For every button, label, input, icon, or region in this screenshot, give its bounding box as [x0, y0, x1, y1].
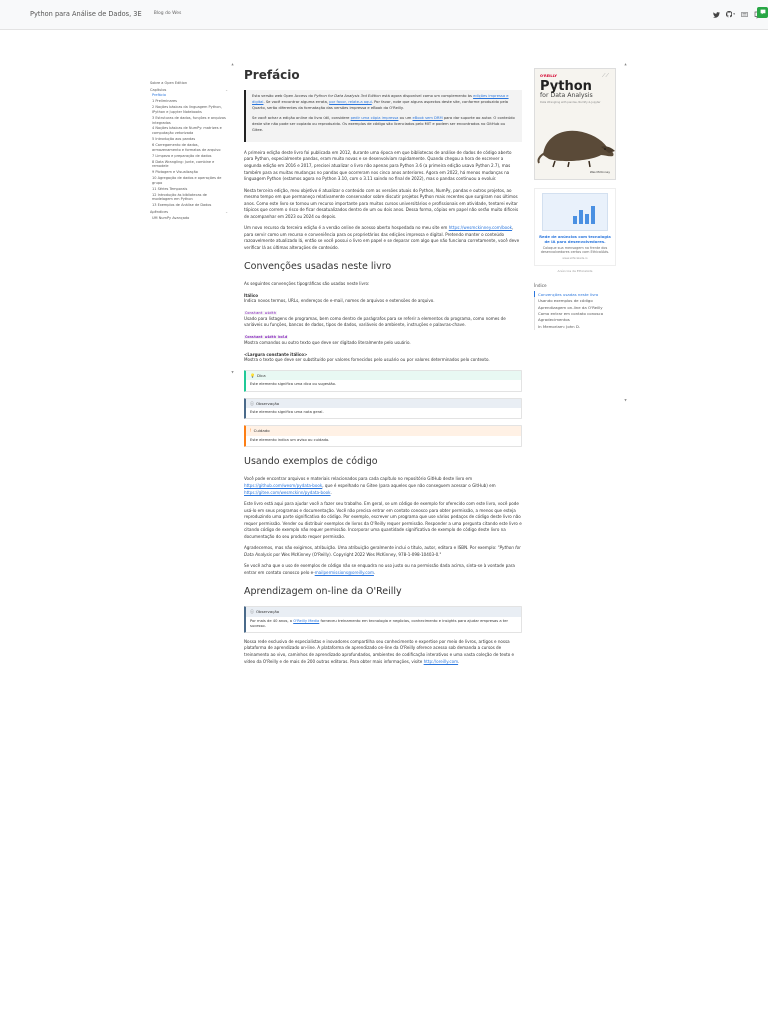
text: Se você achar a edição online do livro útil, considere — [252, 116, 351, 121]
text: , para servir como um recurso e conveniência para os proprietários das edições impressa e digital. Pretendo manter o conteúdo razoavelmente atualizado lá, então se você possui o livro em papel e se deparar com algo que não funciona corretamente, você deve verificar lá as últimas alterações de conteúdo. — [244, 225, 520, 251]
note-callout — [244, 606, 522, 633]
blog-link[interactable]: Blog do Wes — [153, 11, 182, 17]
ethical-ad[interactable] — [534, 188, 616, 266]
order-print-link[interactable]: pedir uma cópia impressa — [350, 116, 399, 121]
permissions-email-link[interactable]: mailpermissions@oreilly.com — [314, 570, 374, 576]
term-description: Indica novos termos, URLs, endereços de e-mail, nomes de arquivos e extensões de arquivo. — [244, 298, 435, 304]
sidebar-item[interactable]: 5 Introdução aos pandas — [152, 137, 196, 142]
callout-body: Este elemento significa uma nota geral. — [250, 410, 324, 415]
paragraph — [244, 225, 522, 251]
sidebar-item[interactable]: Sobre a Open Edition — [150, 80, 188, 85]
toc-scrollbar[interactable] — [624, 62, 627, 402]
nav-icons — [713, 11, 762, 19]
twitter-icon[interactable] — [713, 12, 720, 18]
sidebar-item[interactable]: UM NumPy Avançado — [152, 216, 190, 221]
ebook-link[interactable]: eBook sem DRM — [412, 116, 443, 121]
ad-image — [542, 193, 608, 231]
sidebar-item[interactable]: 6 Carregamento de dados, armazenamento e formatos de arquivo — [152, 143, 221, 152]
convention-constant-width-italic — [244, 352, 522, 364]
text: Um novo recurso da terceira edição é a versão online de acesso aberto hospedada no meu site em — [244, 225, 449, 231]
sidebar-item[interactable]: 13 Exemplos de Análise de Dados — [152, 203, 212, 208]
text: . — [458, 658, 460, 664]
ad-credit[interactable]: Anúncios da EthicalAds — [557, 268, 593, 273]
term-description: Mostra comandos ou outro texto que deve ser digitado literalmente pelo usuário. — [244, 340, 411, 346]
convention-italic — [244, 293, 522, 305]
term-label: Itálico — [244, 292, 258, 298]
section-heading-code-examples: Usando exemplos de código — [244, 456, 378, 468]
cover-subtitle: for Data Analysis — [540, 92, 593, 99]
book-site-link[interactable]: https://wesmckinney.com/book — [448, 225, 513, 231]
github-icon[interactable] — [726, 11, 735, 18]
sidebar-scrollbar[interactable] — [231, 62, 234, 374]
book-cover[interactable] — [534, 68, 616, 180]
top-navbar — [0, 0, 768, 30]
sidebar-item[interactable]: 3 Estruturas de dados, funções e arquivos integrados — [152, 115, 226, 125]
print-digital-link[interactable]: edições impressa e digital — [252, 94, 509, 105]
sidebar-item[interactable]: 1 Preliminares — [152, 99, 177, 104]
info-icon: ⓘ — [250, 400, 254, 406]
sidebar-item[interactable]: 7 Limpeza e preparação de dados — [152, 153, 212, 158]
text: . — [330, 489, 332, 495]
paragraph: A primeira edição deste livro foi publicada em 2012, durante uma época em que bibliotecas de análise de dados de código aberto para Python, especialmente pandas, eram muito novas e se desenvolviam rapidamente. Quando chegou a hora de escrever a segunda edição em 2016 e 2017, precisei atualizar o livro não apenas para Python 3.6 (a primeira edição usava Python 2.7), mas também para as muitas mudanças no pandas que ocorreram nos cinco anos anteriores. Agora em 2022, há menos mudanças na linguagem Python (estamos agora no Python 3.10, com o 3.11 saindo no final de 2022), mas o pandas continuou a evoluir. — [244, 149, 512, 182]
section-heading-oreilly-learning: Aprendizagem on-line da O'Reilly — [244, 585, 402, 597]
ad-description: Coloque sua mensagem na frente dos desenvolvedores certos com EthicalAds. — [540, 245, 610, 255]
callout-header — [246, 399, 521, 409]
sidebar-item[interactable]: Prefácio — [152, 93, 166, 98]
paragraph — [244, 639, 522, 665]
site-brand[interactable]: Python para Análise de Dados, 3E — [30, 9, 142, 18]
gitee-repo-link[interactable]: https://gitee.com/wesmckinn/pydata-book — [244, 489, 331, 495]
cover-animal-image — [535, 109, 616, 169]
callout-paragraph — [252, 116, 516, 134]
sidebar-item[interactable]: 2 Noções básicas da linguagem Python, IPython e Jupyter Notebooks — [152, 105, 222, 114]
chapter-sidebar — [150, 80, 228, 221]
cover-mark: ⟋⟋ — [601, 73, 609, 79]
text: . — [373, 570, 376, 576]
term-label: Constant width bold — [245, 334, 288, 339]
text: por Wes McKinney (O'Reilly). Copyright 2022 Wes McKinney, 978-1-098-10403-0." — [271, 551, 442, 557]
paragraph — [244, 563, 522, 576]
scroll-up-icon[interactable]: ▲ — [231, 62, 234, 66]
lightbulb-icon: 💡 — [250, 372, 255, 378]
toc-item[interactable]: Como entrar em contato conosco — [534, 310, 624, 316]
callout-title: Observação — [256, 609, 280, 615]
cover-tagline: Data Wrangling with pandas, NumPy & Jupyter — [540, 101, 601, 104]
paragraph: As seguintes convenções tipográficas são usadas neste livro: — [244, 280, 370, 286]
ad-url[interactable]: www.ethicalads.io — [562, 256, 588, 261]
text: forneceu treinamento em tecnologia e negócios, conhecimento e insights para ajudar empresas a ter sucesso. — [250, 618, 509, 628]
term-description: Mostra o texto que deve ser substituído por valores fornecidos pelo usuário ou por valores determinados pelo contexto. — [244, 357, 490, 363]
sidebar-section-label: Apêndices — [150, 210, 169, 215]
hypothesis-icon[interactable] — [754, 11, 762, 19]
tip-callout — [244, 370, 522, 392]
paragraph: Este livro está aqui para ajudar você a fazer seu trabalho. Em geral, se um código de exemplo for oferecido com este livro, você pode usá-lo em seus programas e documentação. Você não precisa entrar em contato conosco para obter permissão, a menos que esteja reproduzindo uma parte significativa do código. Por exemplo, escrever um programa que use vários pedaços de código deste livro não requer permissão. Vender ou distribuir exemplos de livros da O'Reilly requer permissão. Responder a uma pergunta citando este livro e citando código de exemplo não requer permissão. Incorporar uma quantidade significativa de exemplo de código deste livro na documentação do seu produto requer permissão. — [244, 501, 522, 539]
paragraph — [244, 476, 522, 496]
info-icon: ⓘ — [250, 608, 254, 614]
text: Por mais de 40 anos, a — [250, 618, 294, 623]
toc-item[interactable]: In Memoriam: John D. — [534, 323, 624, 329]
callout-title: Dica — [256, 372, 266, 378]
right-column — [534, 68, 624, 330]
sidebar-item[interactable]: 4 Noções básicas de NumPy: matrizes e computação vetorizada — [152, 126, 222, 136]
text: , que é espelhado no Gitee (para aqueles que não conseguem acessar o GitHub) em — [322, 483, 496, 489]
chevron-down-icon[interactable]: ⌄ — [225, 210, 228, 215]
toc-list — [534, 291, 624, 330]
text: Se você acha que o uso de exemplos de código não se enquadra no uso justo ou na permissão dada acima, sinta-se à vontade para entrar em contato conosco pelo e- — [244, 563, 515, 576]
sidebar-section-label: Capítulos — [150, 87, 167, 92]
note-callout — [244, 398, 522, 420]
callout-title: Observação — [256, 400, 280, 406]
ad-headline[interactable]: Rede de anúncios com tecnologia de IA para desenvolvedores. — [539, 234, 611, 244]
table-of-contents — [534, 283, 624, 330]
cover-title: Python — [540, 79, 592, 94]
paragraph — [244, 545, 522, 558]
scroll-down-icon[interactable]: ▼ — [231, 369, 234, 374]
toc-item[interactable]: Convenções usadas neste livro — [534, 291, 624, 297]
errata-link[interactable]: por favor, relate-a aqui — [329, 100, 372, 105]
callout-body: Este elemento significa uma dica ou sugestão. — [250, 382, 337, 387]
cover-author: Wes McKinney — [589, 170, 610, 175]
term-description: Usado para listagens de programas, bem como dentro de parágrafos para se referir a elementos do programa, como nomes de variáveis ou funções, bancos de dados, tipos de dados, variáveis de ambiente, instruções e palavras-chave. — [244, 315, 506, 328]
book-title: Python for Data Analysis 3rd Edition — [314, 94, 381, 99]
paragraph: Nesta terceira edição, meu objetivo é atualizar o conteúdo com as versões atuais do Python, NumPy, pandas e outros projetos, ao mesmo tempo em que permaneço relativamente conservador sobre discutir projetos Python mais recentes que surgiram nos últimos anos. Como este livro se tornou um recurso importante para muitos cursos universitários e profissionais em atividade, tentarei evitar tópicos que correm o risco de ficar desatualizados dentro de um ou dois anos. Dessa forma, cópias em papel não serão muito difíceis de acompanhar em 2023 ou 2024 ou depois. — [244, 187, 519, 219]
convention-constant-width — [244, 310, 522, 329]
scroll-up-icon[interactable]: ▲ — [624, 62, 627, 66]
text: Esta versão web Open Access do — [252, 94, 315, 99]
text: Você pode encontrar arquivos e materiais relacionados para cada capítulo no repositório GitHub deste livro em — [244, 476, 473, 482]
callout-header — [246, 371, 521, 381]
caution-callout — [244, 425, 522, 447]
toc-title: Índice — [534, 283, 547, 289]
book-title: Python for Data Analysis — [244, 545, 521, 557]
callout-body — [246, 617, 521, 632]
sidebar-item[interactable]: 11 Séries Temporais — [152, 186, 188, 191]
chevron-down-icon: ▾ — [733, 12, 735, 17]
open-access-callout — [244, 90, 522, 142]
section-heading-conventions: Convenções usadas neste livro — [244, 260, 392, 272]
github-repo-link[interactable]: https://github.com/wesm/pydata-book — [244, 483, 323, 489]
callout-header — [246, 426, 521, 436]
term-label: Constant width — [245, 310, 277, 315]
sidebar-item[interactable]: 12 Introdução às bibliotecas de modelagem em Python — [152, 192, 207, 202]
text: Agradecemos, mas não exigimos, atribuição. Uma atribuição geralmente inclui o título, autor, editora e ISBN. Por exemplo: " — [244, 545, 500, 551]
callout-header — [246, 607, 521, 617]
text: Nossa rede exclusiva de especialistas e inovadores compartilha seu conhecimento e expertise por meio de livros, artigos e nossa plataforma de aprendizado on-line. A plataforma de aprendizado on-line da O'Reilly oferece acesso sob demanda a cursos de treinamento ao vivo, caminhos de aprendizado aprofundados, ambientes de codificação interativos e uma vasta coleção de texto e vídeo da O'Reilly e de mais de 200 outras editoras. Para obter mais informações, visite — [244, 638, 515, 664]
sidebar-item[interactable]: 9 Plotagem e Visualização — [152, 170, 198, 175]
toc-item[interactable]: Usando exemplos de código — [534, 297, 624, 303]
toc-item[interactable]: Agradecimentos — [534, 317, 624, 323]
term-label: <Largura constante itálico> — [244, 351, 308, 357]
oreilly-site-link[interactable]: http://oreilly.com — [423, 658, 459, 664]
text: . Se você encontrar alguma errata, — [263, 100, 330, 105]
page-title: Prefácio — [244, 68, 300, 82]
hypothesis-badge — [757, 7, 768, 18]
callout-paragraph — [252, 94, 516, 112]
publisher-logo: O'REILLY — [540, 74, 557, 78]
text: ou um — [398, 116, 413, 121]
text: está agora disponível como um complemento às — [380, 94, 474, 99]
toc-item[interactable]: Aprendizagem on-line da O'Reilly — [534, 304, 624, 310]
text: para dar suporte ao autor. O conteúdo deste site não pode ser copiado ou reproduzido. Os exemplos de código são licenciados pelo MIT e podem ser encontrados no GitHub ou Gitee. — [252, 116, 515, 132]
callout-title: Cuidado — [253, 428, 270, 434]
convention-constant-width-bold — [244, 334, 522, 347]
reader-mode-icon[interactable] — [741, 12, 748, 17]
oreilly-media-link[interactable]: O'Reilly Media — [293, 618, 320, 623]
warning-icon: ! — [250, 428, 252, 434]
main-content — [244, 68, 522, 670]
sidebar-item[interactable]: 8 Data Wrangling: Junte, combine e remodele — [152, 159, 215, 169]
text: . Por favor, note que alguns aspectos deste site, conforme produzido pela Quarto, serão diferentes da formatação das versões impressa e eBook da O'Reilly. — [252, 100, 509, 111]
chevron-down-icon[interactable]: ⌄ — [225, 87, 228, 92]
scroll-down-icon[interactable]: ▼ — [624, 397, 627, 402]
sidebar-item[interactable]: 10 Agregação de dados e operações de grupo — [152, 176, 222, 185]
callout-body: Este elemento indica um aviso ou cuidado. — [250, 437, 330, 442]
